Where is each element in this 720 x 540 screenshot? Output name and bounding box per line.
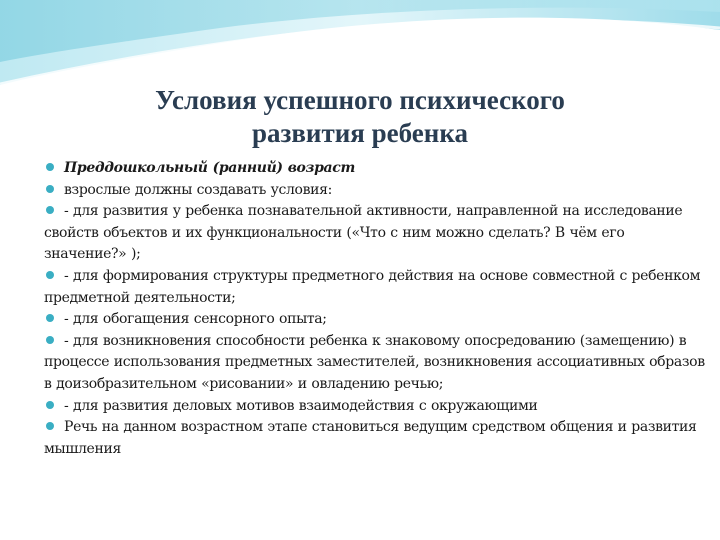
list-item-text: - для развития у ребенка познавательной активности, направленной на исследование свойств объектов и их функциональности («Что с ним можно сделать? В чём его значение?» );	[44, 203, 683, 263]
list-item	[44, 396, 708, 418]
list-item	[44, 180, 708, 202]
list-item	[44, 266, 708, 309]
list-item-text: взрослые должны создавать условия:	[64, 181, 332, 198]
bullet-dot-icon	[46, 422, 54, 430]
title-line-2: развития ребенка	[251, 118, 468, 148]
list-item	[44, 309, 708, 331]
list-item-text: - для формирования структуры предметного действия на основе совместной с ребенком предметной деятельности;	[44, 267, 701, 306]
list-item	[44, 158, 708, 180]
list-item	[44, 417, 708, 460]
list-item-text: Речь на данном возрастном этапе становиться ведущим средством общения и развития мышления	[44, 419, 697, 457]
bullet-dot-icon	[46, 271, 54, 279]
bullet-dot-icon	[46, 336, 54, 344]
list-item	[44, 201, 708, 266]
bullet-dot-icon	[46, 163, 54, 171]
list-item	[44, 331, 708, 396]
bullet-dot-icon	[46, 401, 54, 409]
bullet-dot-icon	[46, 185, 54, 193]
bullet-dot-icon	[46, 314, 54, 322]
bullet-list	[44, 158, 708, 460]
bullet-dot-icon	[46, 206, 54, 214]
title-line-1: Условия успешного психического	[155, 85, 565, 115]
list-item-text: Преддошкольный (ранний) возраст	[64, 160, 355, 176]
list-item-text: - для обогащения сенсорного опыта;	[64, 311, 327, 328]
list-item-text: - для возникновения способности ребенка к знаковому опосредованию (замещению) в процессе использования предметных заместителей, возникновения ассоциативных образов в доизобразительном «рисовании» и овладению речью;	[44, 332, 705, 392]
list-item-text: - для развития деловых мотивов взаимодействия с окружающими	[64, 397, 538, 414]
slide-title	[60, 84, 660, 150]
